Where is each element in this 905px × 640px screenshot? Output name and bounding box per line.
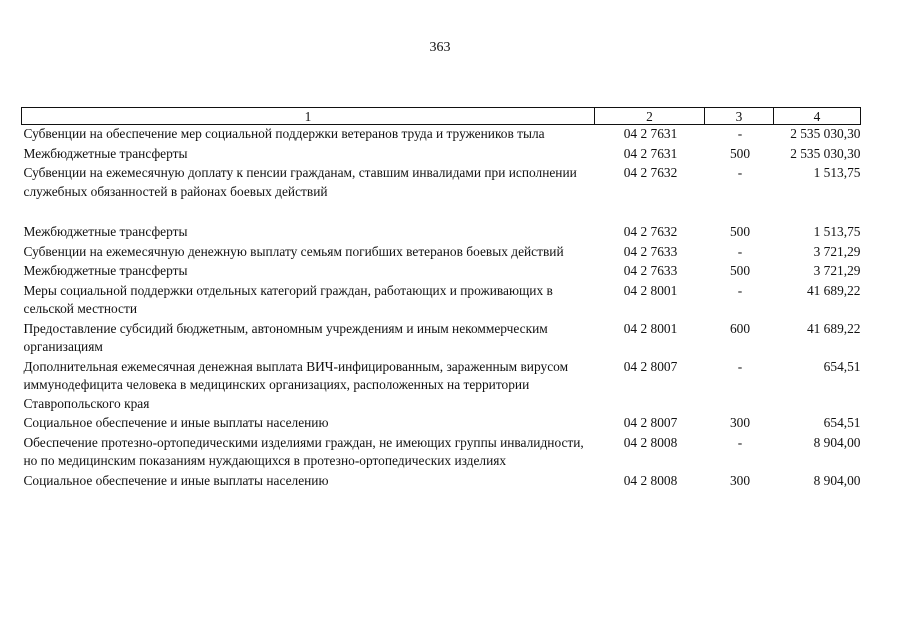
row-name: Субвенции на ежемесячную доплату к пенсии гражданам, ставшим инвалидами при исполнении служебных обязанностей в районах боевых действий <box>23 165 577 199</box>
row-name: Обеспечение протезно-ортопедическими изделиями граждан, не имеющих группы инвалидности, но по медицинским показаниям нуждающихся в протезно-ортопедических изделиях <box>23 434 584 468</box>
row-code: 04 2 7631 <box>623 145 678 161</box>
row-type: 500 <box>729 145 751 161</box>
row-name: Социальное обеспечение и иные выплаты населению <box>23 472 329 488</box>
row-code: 04 2 7632 <box>623 165 678 180</box>
table-row <box>22 164 861 202</box>
row-code: 04 2 8001 <box>623 282 678 298</box>
row-type: 600 <box>729 320 751 336</box>
row-type: - <box>737 165 743 180</box>
budget-table <box>21 107 861 491</box>
table-row <box>22 472 861 492</box>
row-amount: 1 513,75 <box>813 165 861 180</box>
header-col-1: 1 <box>22 108 595 125</box>
row-amount: 41 689,22 <box>806 320 861 336</box>
row-type: - <box>737 126 743 141</box>
row-type: 500 <box>729 263 751 278</box>
row-amount: 3 721,29 <box>813 263 861 278</box>
table-header-row <box>22 108 861 125</box>
row-type: - <box>737 243 743 259</box>
table-row <box>22 262 861 282</box>
row-code: 04 2 8007 <box>623 415 678 430</box>
row-amount: 41 689,22 <box>806 282 861 298</box>
table-row <box>22 358 861 415</box>
header-col-4: 4 <box>774 108 861 125</box>
row-amount: 2 535 030,30 <box>790 145 861 161</box>
row-code: 04 2 7631 <box>623 126 678 141</box>
row-amount: 2 535 030,30 <box>790 126 861 141</box>
row-name: Субвенции на ежемесячную денежную выплату семьям погибших ветеранов боевых действий <box>23 243 564 259</box>
row-name: Межбюджетные трансферты <box>23 263 188 278</box>
table-row <box>22 125 861 145</box>
table-row <box>22 414 861 434</box>
row-name: Социальное обеспечение и иные выплаты населению <box>23 415 329 430</box>
row-type: 500 <box>729 224 751 239</box>
row-amount: 654,51 <box>823 358 861 374</box>
table-row <box>22 282 861 320</box>
row-name: Межбюджетные трансферты <box>23 145 188 161</box>
row-code: 04 2 8008 <box>623 472 678 488</box>
row-name: Субвенции на обеспечение мер социальной поддержки ветеранов труда и тружеников тыла <box>23 126 545 141</box>
row-code: 04 2 8001 <box>623 320 678 336</box>
row-amount: 654,51 <box>823 415 861 430</box>
row-name: Межбюджетные трансферты <box>23 224 188 239</box>
row-code: 04 2 7633 <box>623 243 678 259</box>
table-row <box>22 223 861 243</box>
row-amount: 8 904,00 <box>813 472 861 488</box>
row-code: 04 2 7633 <box>623 263 678 278</box>
row-amount: 3 721,29 <box>813 243 861 259</box>
row-code: 04 2 8007 <box>623 358 678 374</box>
blank-row <box>22 202 861 223</box>
header-col-3: 3 <box>705 108 774 125</box>
row-code: 04 2 8008 <box>623 434 678 450</box>
header-col-2: 2 <box>595 108 705 125</box>
row-name: Предоставление субсидий бюджетным, автономным учреждениям и иным некоммерческим организациям <box>23 320 548 354</box>
row-type: - <box>737 434 743 450</box>
row-amount: 8 904,00 <box>813 434 861 450</box>
page-number: 363 <box>429 40 451 55</box>
table-row <box>22 145 861 165</box>
table-row <box>22 320 861 358</box>
table-row <box>22 243 861 263</box>
row-type: - <box>737 358 743 374</box>
row-name: Дополнительная ежемесячная денежная выплата ВИЧ-инфицированным, зараженным вирусом иммунодефицита человека в медицинских организациях, расположенных на территории Ставропольского края <box>23 358 569 411</box>
row-type: - <box>737 282 743 298</box>
row-amount: 1 513,75 <box>813 224 861 239</box>
row-type: 300 <box>729 472 751 488</box>
table-row <box>22 434 861 472</box>
row-name: Меры социальной поддержки отдельных категорий граждан, работающих и проживающих в сельской местности <box>23 282 553 316</box>
row-code: 04 2 7632 <box>623 224 678 239</box>
row-type: 300 <box>729 415 751 430</box>
